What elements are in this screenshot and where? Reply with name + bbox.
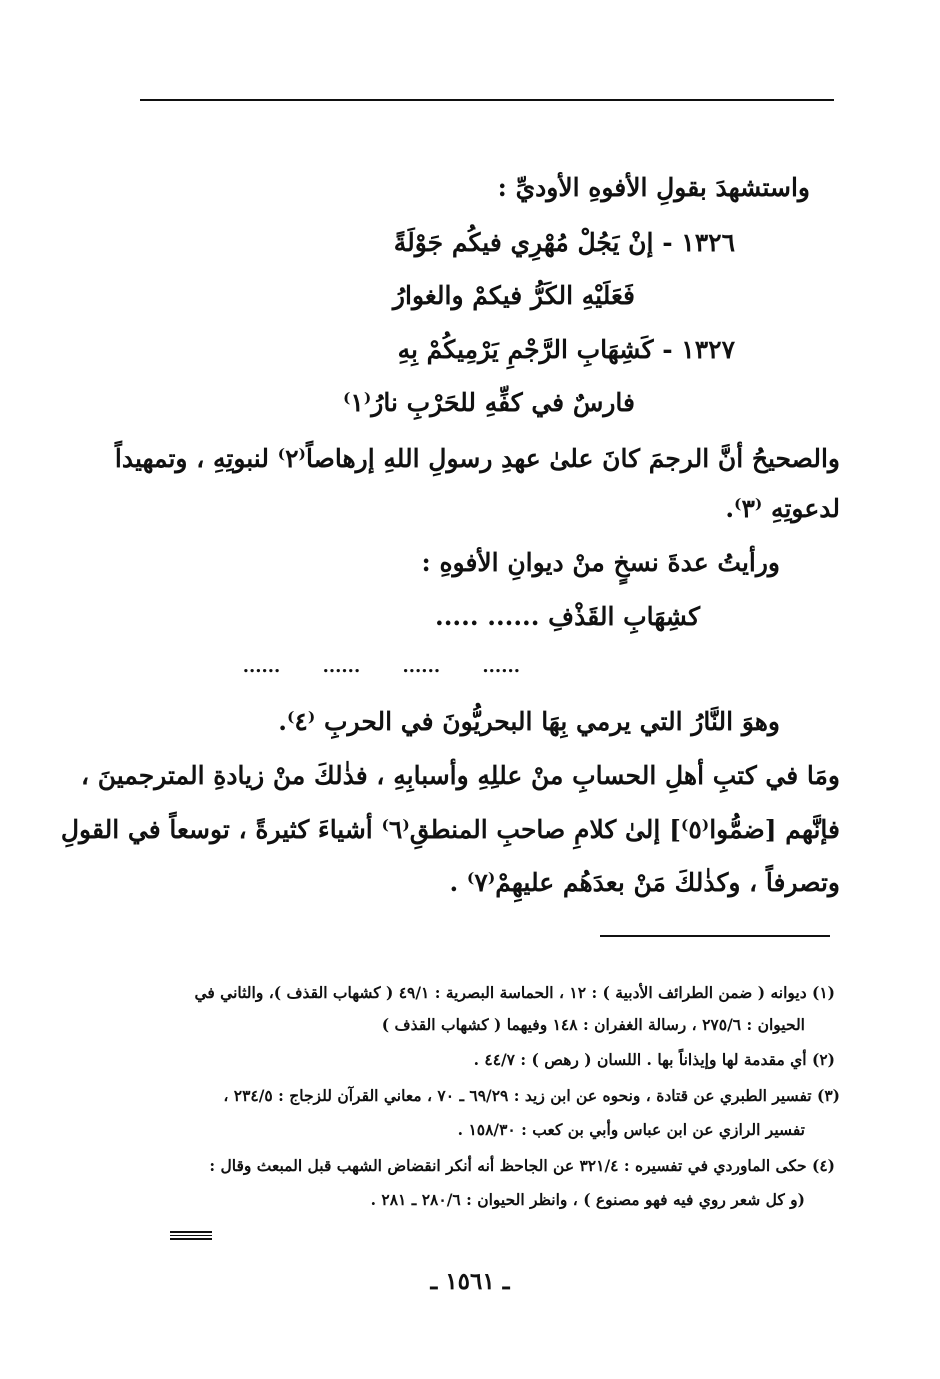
paragraph-fire-line: وهوَ النَّارُ التي يرمي بِهَا البحريُّونَ في الحربِ ⁽٤⁾.: [278, 707, 780, 736]
verse-1327-second-hemistich: فارسٌ في كفِّهِ للحَرْبِ نارُ⁽١⁾: [342, 388, 635, 417]
paragraph-translators-line-3: وتصرفاً ، وكذٰلكَ مَنْ بعدَهُم عليهِمْ⁽٧⁾ .: [449, 868, 840, 897]
header-rule: [140, 99, 834, 101]
manuscript-variant-verse: كشِهَابِ القَذْفِ ...... .....: [435, 602, 700, 631]
paragraph-translators-line-1: ومَا في كتبِ أهلِ الحسابِ منْ عللِهِ وأسبابِهِ ، فذٰلكَ منْ زيادةِ المترجمينَ ،: [80, 761, 840, 790]
verse-1326-second-hemistich: فَعَلَيْهِ الكَرُّ فيكمْ والغوارُ: [392, 281, 635, 310]
footnote-3-line-1: (٣) تفسير الطبري عن قتادة ، ونحوه عن ابن زيد : ٦٩/٢٩ ـ ٧٠ ، معاني القرآن للزجاج : ٢٣٤/٥ ،: [223, 1086, 840, 1105]
footnote-4-line-2: (و كل شعر روي فيه فهو مصنوع ) ، وانظر الحيوان : ٢٨٠/٦ ـ ٢٨١ .: [370, 1190, 805, 1209]
paragraph-rajm-line-1: والصحيحُ أنَّ الرجمَ كانَ علىٰ عهدِ رسولِ اللهِ إرهاصاً⁽٢⁾ لنبوتِهِ ، وتمهيداً: [114, 444, 840, 473]
footnote-4-line-1: (٤) حكى الماوردي في تفسيره : ٣٢١/٤ عن الجاحظ أنه أنكر انقضاض الشهب قبل المبعث وقال :: [209, 1156, 835, 1175]
manuscripts-line: ورأيتُ عدةَ نسخٍ منْ ديوانِ الأفوهِ :: [421, 548, 780, 577]
paragraph-rajm-line-2: لدعوتِهِ ⁽٣⁾.: [725, 494, 840, 523]
footnote-1-line-1: (١) ديوانه ( ضمن الطرائف الأدبية ) : ١٢ ، الحماسة البصرية : ٤٩/١ ( كشهاب القذف )، والثاني في: [194, 983, 835, 1002]
footnote-2: (٢) أي مقدمة لها وإيذاناً بها . اللسان ( رهص ) : ٤٤/٧ .: [473, 1050, 835, 1069]
separator-mark: [170, 1231, 212, 1242]
page-number: ـ ١٥٦١ ـ: [430, 1268, 510, 1295]
paragraph-translators-line-2: فإنَّهم [ضمُّوا⁽٥⁾] إلىٰ كلامِ صاحبِ المنطقِ⁽٦⁾ أشياءَ كثيرةً ، توسعاً في القولِ: [60, 815, 840, 844]
verse-1327-first-hemistich: ١٣٢٧ - كَشِهَابِ الرَّجْمِ يَرْمِيكُمْ بِهِ: [397, 335, 735, 364]
footnote-3-line-2: تفسير الرازي عن ابن عباس وأبي بن كعب : ١٥٨/٣٠ .: [457, 1120, 805, 1139]
verse-1326-first-hemistich: ١٣٢٦ - إنْ يَجُلْ مُهْرِي فيكُم جَوْلَةً: [393, 228, 735, 257]
ellipsis-row: [207, 658, 520, 676]
ellipsis: ......: [482, 656, 520, 677]
ellipsis: ......: [322, 656, 361, 677]
footnote-separator: [600, 935, 830, 937]
ellipsis: ......: [402, 656, 441, 677]
footnote-1-line-2: الحيوان : ٢٧٥/٦ ، رسالة الغفران : ١٤٨ وفيهما ( كشهاب القذف ): [381, 1015, 805, 1034]
ellipsis: ......: [242, 656, 281, 677]
intro-line: واستشهدَ بقولِ الأفوهِ الأوديِّ :: [497, 173, 810, 202]
